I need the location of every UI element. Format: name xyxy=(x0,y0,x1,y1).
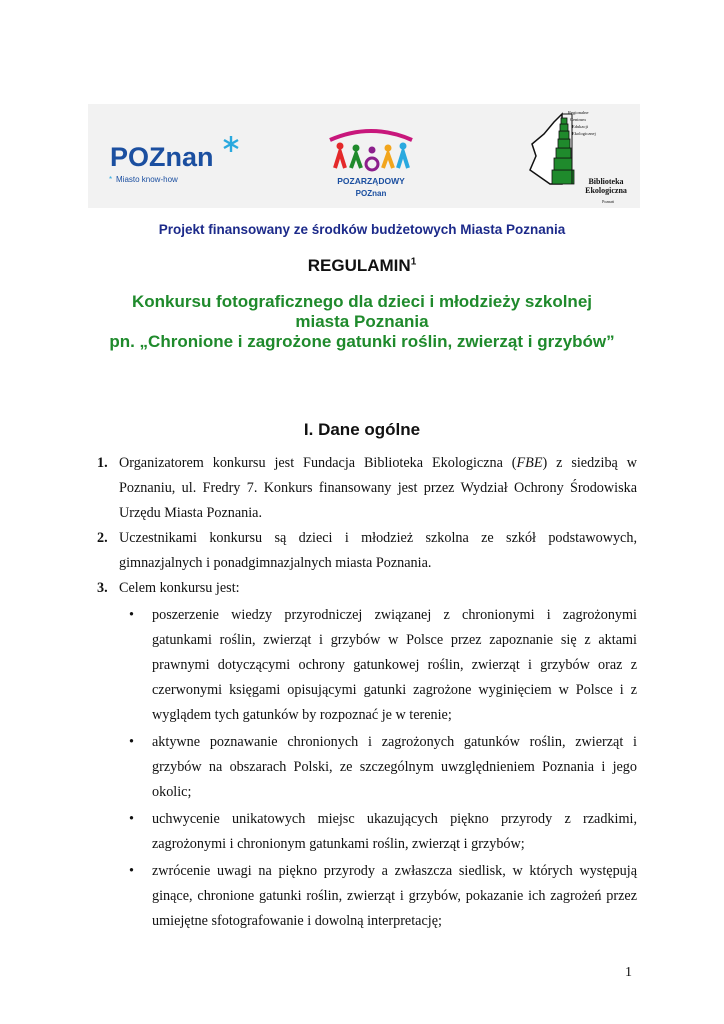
svg-text:Regionalne: Regionalne xyxy=(568,110,589,115)
people-icon xyxy=(335,143,408,171)
funding-note: Projekt finansowany ze środków budżetowych Miasta Poznania xyxy=(158,222,566,237)
page-number: 1 xyxy=(625,965,632,980)
list-item: 3. Celem konkursu jest: xyxy=(97,580,240,596)
star-icon xyxy=(224,136,238,152)
bullet-item: • uchwycenie unikatowych miejsc ukazujących piękno przyrody z rzadkimi, zagrożonymi i chronionym gatunkami roślin, zwierząt i grzybów; xyxy=(119,807,637,857)
svg-text:*: * xyxy=(109,175,113,184)
pozarzadowy-label: POZARZĄDOWY xyxy=(337,176,405,186)
poznan-wordmark: POZnan xyxy=(110,142,214,172)
bullet-item: • aktywne poznawanie chronionych i zagrożonych gatunków roślin, zwierząt i grzybów na obszarach Polski, ze szczególnym uwzględnieniem Poznania i jego okolic; xyxy=(119,730,637,805)
bullet-item: • zwrócenie uwagi na piękno przyrody a zwłaszcza siedlisk, w których występują ginące, chronione gatunki roślin, zwierząt i grzybów, pokazanie ich zagrożeń przez umiejętne sfotografowanie i dowolną interpretację; xyxy=(119,859,637,934)
footnote-mark: 1 xyxy=(410,256,417,268)
bibl-title: Biblioteka xyxy=(588,177,624,186)
contest-title: Konkursu fotograficznego dla dzieci i młodzieży szkolnej miasta Poznania pn. „Chronione i zagrożone gatunki roślin, zwierząt i grzybów” xyxy=(109,292,615,351)
bullet-item: • poszerzenie wiedzy przyrodniczej związanej z chronionymi i zagrożonymi gatunkami roślin, zwierząt i grzybów w Polsce przez zapoznanie się z aktami prawnymi dotyczącymi ochrony gatunkowej roślin, zwierząt i grzybów oraz z czerwonymi księgami opisującymi gatunki zagrożone wyginięciem w Polsce i z wyglądem tych gatunków by rozpoznać je w terenie; xyxy=(119,603,637,728)
biblioteka-ekologiczna-logo xyxy=(528,108,638,206)
bullet-icon: • xyxy=(129,734,134,750)
poznan-logo xyxy=(108,134,248,190)
pozarzadowy-city: POZnan xyxy=(355,189,387,198)
poznan-tagline: Miasto know-how xyxy=(116,175,178,184)
list-item: 2. Uczestnikami konkursu są dzieci i młodzież szkolna ze szkół podstawowych, gimnazjalnych i ponadgimnazjalnych miasta Poznania. xyxy=(97,530,637,571)
bullet-icon: • xyxy=(129,607,134,623)
document-body xyxy=(97,451,637,934)
logo-banner xyxy=(88,104,640,208)
svg-text:Edukacji: Edukacji xyxy=(572,124,588,129)
document-title: REGULAMIN$^1$ xyxy=(307,256,417,275)
bullet-list xyxy=(97,603,637,934)
section-heading: I. Dane ogólne xyxy=(303,420,421,439)
list-item: 1. Organizatorem konkursu jest Fundacja Biblioteka Ekologiczna (FBE) z siedzibą w Poznaniu, ul. Fredry 7. Konkurs finansowany jest przez Wydział Ochrony Środowiska Urzędu Miasta Poznania. xyxy=(97,455,637,521)
bullet-icon: • xyxy=(129,811,134,827)
pozarzadowy-logo xyxy=(326,124,416,204)
svg-text:Ekologicznej: Ekologicznej xyxy=(572,131,596,136)
svg-text:Ekologiczna: Ekologiczna xyxy=(585,186,627,195)
arc-shape xyxy=(330,131,412,140)
svg-text:Centrum: Centrum xyxy=(570,117,586,122)
svg-text:Poznań: Poznań xyxy=(602,199,614,204)
bullet-icon: • xyxy=(129,863,134,879)
numbered-list xyxy=(97,451,637,601)
